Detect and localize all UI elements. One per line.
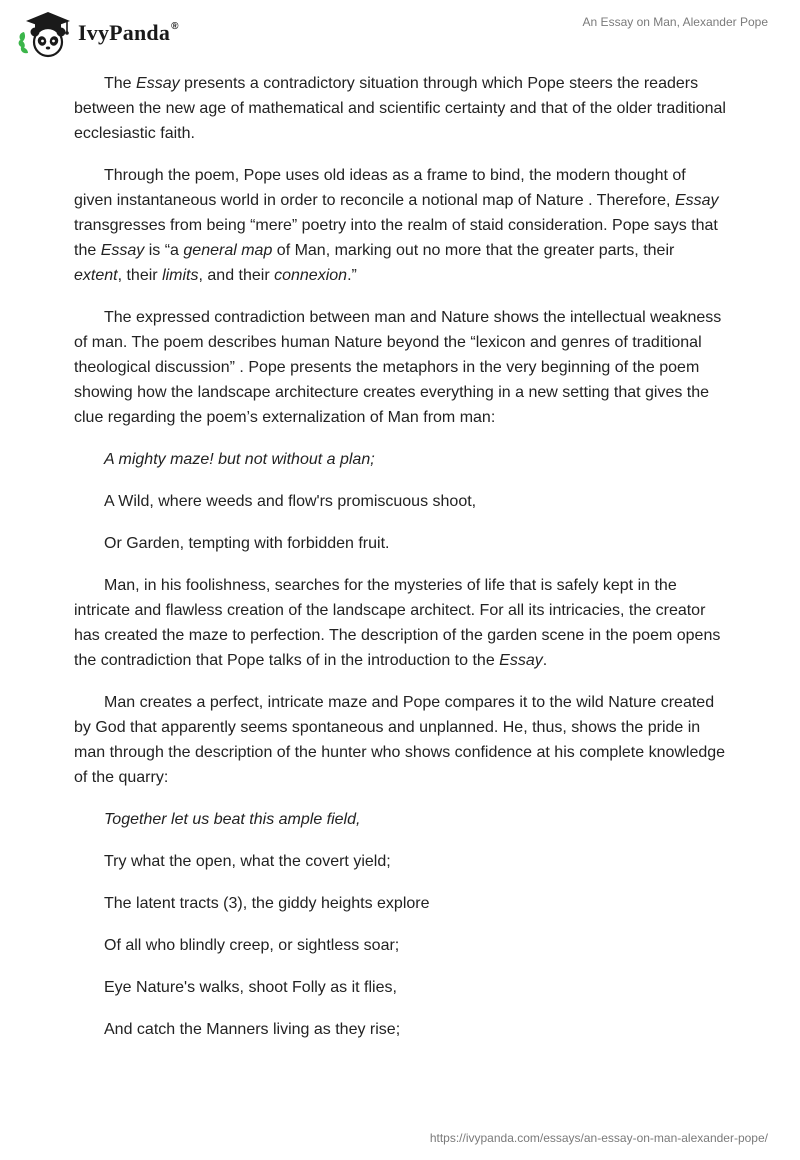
document-title: An Essay on Man, Alexander Pope <box>582 15 768 29</box>
paragraph-5: Man creates a perfect, intricate maze and Pope compares it to the wild Nature created by God that apparently seems spontaneous and unplanned. He, thus, shows the pride in man through the description of the hunter who shows confidence at his complete knowledge of the quarry: <box>74 694 726 786</box>
registered-mark: ® <box>171 20 179 32</box>
verse-line: A mighty maze! but not without a plan; <box>104 451 375 468</box>
paragraph-1: The Essay presents a contradictory situation through which Pope steers the readers between the new age of mathematical and scientific certainty and that of the older traditional ecclesiastic faith. <box>74 75 726 142</box>
verse-line: Of all who blindly creep, or sightless soar; <box>104 937 400 954</box>
logo-wordmark: IvyPanda® <box>78 20 179 45</box>
essay-body <box>74 71 726 1059</box>
verse-line: Try what the open, what the covert yield; <box>104 853 391 870</box>
verse-line: Or Garden, tempting with forbidden fruit. <box>104 535 390 552</box>
verse-line: Together let us beat this ample field, <box>104 811 361 828</box>
verse-line: The latent tracts (3), the giddy heights explore <box>104 895 430 912</box>
paragraph-2: Through the poem, Pope uses old ideas as a frame to bind, the modern thought of given instantaneous world in order to reconcile a notional map of Nature . Therefore, Essay transgresses from being “mere” poetry into the realm of staid consideration. Pope says that the Essay is “a general map of Man, marking out no more that the greater parts, their extent, their limits, and their connexion.” <box>74 167 719 284</box>
paragraph-3: The expressed contradiction between man and Nature shows the intellectual weakness of man. The poem describes human Nature beyond the “lexicon and genres of traditional theological discussion” . Pope presents the metaphors in the very beginning of the poem showing how the landscape architecture creates everything in a new setting that gives the clue regarding the poem’s externalization of Man from man: <box>74 309 722 426</box>
source-url[interactable]: https://ivypanda.com/essays/an-essay-on-man-alexander-pope/ <box>429 1131 768 1145</box>
paragraph-4: Man, in his foolishness, searches for the mysteries of life that is safely kept in the intricate and flawless creation of the landscape architect. For all its intricacies, the creator has created the maze to perfection. The description of the garden scene in the poem opens the contradiction that Pope talks of in the introduction to the Essay. <box>74 577 721 669</box>
panda-graduate-icon <box>16 8 74 58</box>
ivypanda-logo[interactable] <box>16 8 179 58</box>
verse-line: A Wild, where weeds and flow'rs promiscuous shoot, <box>104 493 477 510</box>
verse-line: And catch the Manners living as they rise; <box>104 1021 401 1038</box>
verse-line: Eye Nature's walks, shoot Folly as it flies, <box>104 979 397 996</box>
page-header <box>0 0 800 60</box>
